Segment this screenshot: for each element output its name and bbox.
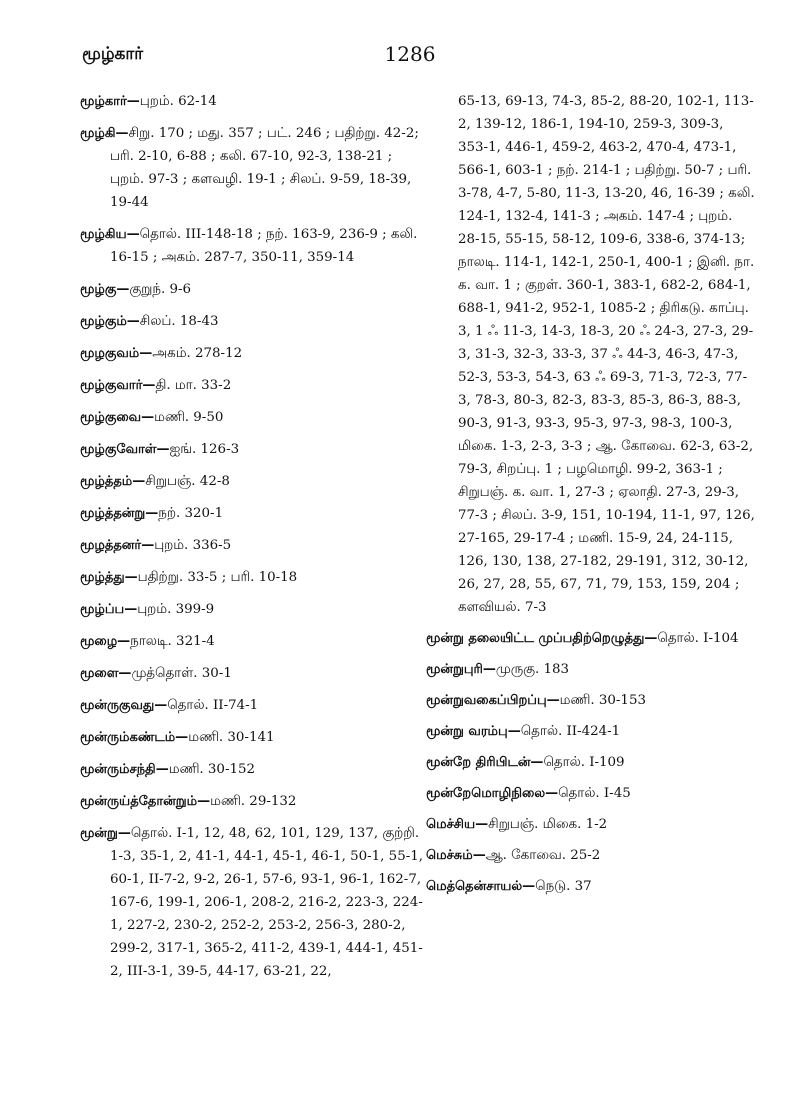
entry-headword: மூழ்த்தம்— <box>80 474 146 489</box>
entry-headword: மூழ்த்து— <box>80 570 138 585</box>
entry-references: 65-13, 69-13, 74-3, 85-2, 88-20, 102-1, 113-2, 139-12, 186-1, 194-10, 259-3, 309-3, 353-1, 446-1, 459-2, 463-2, 470-4, 473-1, 566-1, 603-1 ; நற். 214-1 ; பதிற்று. 50-7 ; பரி. 3-78, 4-7, 5-80, 11-3, 13-20, 46, 16-39 ; கலி. 124-1, 132-4, 141-3 ; அகம். 147-4 ; புறம். 28-15, 55-15, 58-12, 109-6, 338-6, 374-13; நாலடி. 114-1, 142-1, 250-1, 400-1 ; இனி. நா. க. வா. 1 ; குறள். 360-1, 383-1, 682-2, 684-1, 688-1, 941-2, 952-1, 1085-2 ; திரிகடு. காப்பு. 3, 1 ஃ 11-3, 14-3, 18-3, 20 ஃ 24-3, 27-3, 29-3, 31-3, 32-3, 33-3, 37 ஃ 44-3, 46-3, 47-3, 52-3, 53-3, 54-3, 63 ஃ 69-3, 71-3, 72-3, 77-3, 78-3, 80-3, 82-3, 83-3, 85-3, 86-3, 88-3, 90-3, 91-3, 93-3, 95-3, 97-3, 98-3, 100-3, மிகை. 1-3, 2-3, 3-3 ; ஆ. கோவை. 62-3, 63-2, 79-3, சிறப்பு. 1 ; பழமொழி. 99-2, 363-1 ; சிறுபஞ். க. வா. 1, 27-3 ; ஏலாதி. 27-3, 29-3, 77-3 ; சிலப். 3-9, 151, 10-194, 11-1, 97, 126, 27-165, 29-17-4 ; மணி. 15-9, 24, 24-115, 126, 130, 138, 27-182, 29-191, 312, 30-12, 26, 27, 28, 55, 67, 71, 79, 153, 159, 204 ; களவியல். 7-3 <box>458 94 755 615</box>
index-entry <box>426 875 756 898</box>
entry-headword: மூன்ருகுவது— <box>80 698 168 713</box>
index-entry <box>426 844 756 867</box>
index-entry <box>80 758 430 781</box>
index-entry <box>80 598 430 621</box>
index-entry <box>426 813 756 836</box>
entry-headword: மூன்றுவகைப்பிறப்பு— <box>426 693 560 708</box>
entry-references: தி. மா. 33-2 <box>155 378 232 393</box>
entry-references: மணி. 30-153 <box>559 693 646 708</box>
entry-headword: மூன்றேமொழிநிலை— <box>426 786 559 801</box>
entry-headword: மூன்றுபுரி— <box>426 662 496 677</box>
index-entry <box>426 751 756 774</box>
index-entry <box>80 342 430 365</box>
entry-references: நற். 320-1 <box>158 506 224 521</box>
entry-references: அகம். 278-12 <box>152 346 243 361</box>
entry-headword: மெச்சும்— <box>426 848 486 863</box>
entry-headword: மூழத்தனர்— <box>80 538 155 553</box>
index-entry <box>80 630 430 653</box>
entry-references: மணி. 29-132 <box>210 794 297 809</box>
index-entry <box>80 90 430 113</box>
left-column <box>80 90 430 992</box>
index-entry <box>80 406 430 429</box>
entry-references: முருகு. 183 <box>495 662 570 677</box>
entry-headword: மூன்று— <box>80 826 131 841</box>
index-entry <box>80 726 430 749</box>
entry-headword: மூழ்கிய— <box>80 227 140 242</box>
entry-headword: மூழ்கார்— <box>80 94 140 109</box>
index-entry <box>80 122 430 214</box>
index-entry <box>426 90 756 619</box>
entry-headword: மூழகுவம்— <box>80 346 153 361</box>
index-entry <box>80 502 430 525</box>
entry-references: சிறு. 170 ; மது. 357 ; பட். 246 ; பதிற்று. 42-2; பரி. 2-10, 6-88 ; கலி. 67-10, 92-3, 138-21 ; புறம். 97-3 ; களவழி. 19-1 ; சிலப். 9-59, 18-39, 19-44 <box>110 126 419 210</box>
entry-references: சிலப். 18-43 <box>139 314 219 329</box>
entry-references: தொல். I-104 <box>657 631 739 646</box>
entry-headword: மூழ்ப்ப— <box>80 602 138 617</box>
index-entry <box>426 782 756 805</box>
entry-headword: மூன்று தலையிட்ட முப்பதிற்றெழுத்து— <box>426 631 658 646</box>
entry-headword: மூன்ரும்சந்தி— <box>80 762 169 777</box>
entry-references: முத்தொள். 30-1 <box>131 666 232 681</box>
entry-headword: மூன்ரும்கண்டம்— <box>80 730 189 745</box>
entry-headword: மூழ்குவோள்— <box>80 442 170 457</box>
entry-headword: மூழ்கி— <box>80 126 129 141</box>
index-entry <box>80 534 430 557</box>
entry-headword: மூழ்கு— <box>80 282 130 297</box>
index-entry <box>80 278 430 301</box>
index-entry <box>80 310 430 333</box>
entry-references: புறம். 62-14 <box>139 94 217 109</box>
entry-headword: மூன்று வரம்பு— <box>426 724 521 739</box>
index-entry <box>426 658 756 681</box>
entry-headword: மூழை— <box>80 634 131 649</box>
index-entry <box>426 689 756 712</box>
entry-references: ஐங். 126-3 <box>169 442 240 457</box>
entry-references: புறம். 336-5 <box>154 538 232 553</box>
index-entry <box>80 438 430 461</box>
entry-references: குறுந். 9-6 <box>129 282 192 297</box>
index-entry <box>80 374 430 397</box>
entry-references: தொல். III-148-18 ; நற். 163-9, 236-9 ; கலி. 16-15 ; அகம். 287-7, 350-11, 359-14 <box>110 227 418 265</box>
index-entry <box>80 223 430 269</box>
entry-headword: மூன்றே திரிபிடன்— <box>426 755 544 770</box>
entry-headword: மூழ்குவை— <box>80 410 155 425</box>
entry-references: தொல். II-424-1 <box>520 724 621 739</box>
index-entry <box>80 470 430 493</box>
entry-references: பதிற்று. 33-5 ; பரி. 10-18 <box>137 570 298 585</box>
entry-references: தொல். II-74-1 <box>167 698 259 713</box>
entry-headword: மூன்ருய்த்தோன்றும்— <box>80 794 211 809</box>
entry-references: தொல். I-109 <box>543 755 625 770</box>
index-entry <box>80 694 430 717</box>
entry-references: மணி. 30-141 <box>188 730 275 745</box>
entry-headword: மூழ்த்தன்று— <box>80 506 159 521</box>
index-entry <box>80 822 430 983</box>
entry-references: தொல். I-1, 12, 48, 62, 101, 129, 137, குற்றி. 1-3, 35-1, 2, 41-1, 44-1, 45-1, 46-1, 50-1, 55-1, 60-1, II-7-2, 9-2, 26-1, 57-6, 93-1, 96-1, 162-7, 167-6, 199-1, 206-1, 208-2, 216-2, 223-3, 224-1, 227-2, 230-2, 252-2, 253-2, 256-3, 280-2, 299-2, 317-1, 365-2, 411-2, 439-1, 444-1, 451-2, III-3-1, 39-5, 44-17, 63-21, 22, <box>110 826 424 979</box>
entry-references: நெடு. 37 <box>535 879 592 894</box>
entry-headword: மூழ்குவார்— <box>80 378 156 393</box>
entry-references: மணி. 9-50 <box>154 410 224 425</box>
index-entry <box>426 627 756 650</box>
index-entry <box>80 566 430 589</box>
entry-references: புறம். 399-9 <box>137 602 215 617</box>
entry-references: சிறுபஞ். மிகை. 1-2 <box>488 817 608 832</box>
index-entry <box>426 720 756 743</box>
entry-references: ஆ. கோவை. 25-2 <box>485 848 601 863</box>
entry-references: தொல். I-45 <box>558 786 631 801</box>
index-entry <box>80 790 430 813</box>
page-number: 1286 <box>384 42 436 66</box>
entry-headword: மூளை— <box>80 666 132 681</box>
index-entry <box>80 662 430 685</box>
right-column <box>426 90 756 906</box>
entry-headword: மெத்தென்சாயல்— <box>426 879 536 894</box>
entry-references: நாலடி. 321-4 <box>130 634 215 649</box>
entry-headword: மூழ்கும்— <box>80 314 140 329</box>
entry-headword: மெச்சிய— <box>426 817 489 832</box>
running-head: மூழ்கார் <box>82 44 144 64</box>
entry-references: சிறுபஞ். 42-8 <box>145 474 230 489</box>
entry-references: மணி. 30-152 <box>168 762 256 777</box>
